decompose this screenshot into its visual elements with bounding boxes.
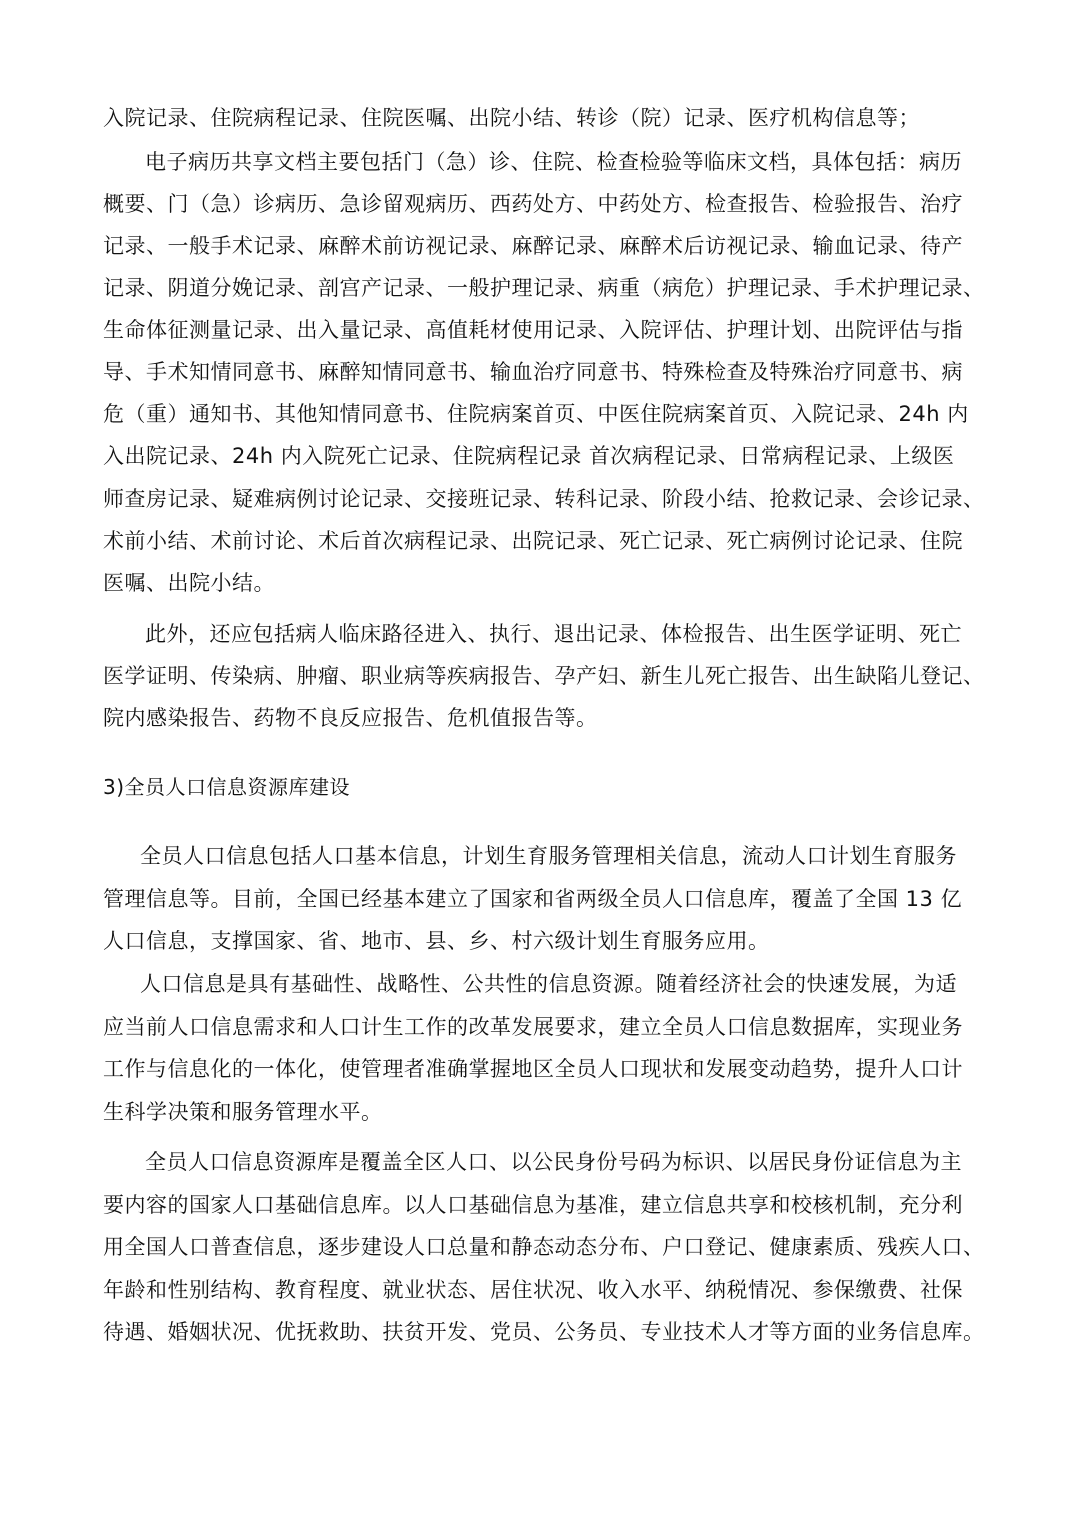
text-line: 管理信息等。目前，全国已经基本建立了国家和省两级全员人口信息库，覆盖了全国 13 亿	[103, 887, 963, 911]
text-line: 电子病历共享文档主要包括门（急）诊、住院、检查检验等临床文档，具体包括：病历	[145, 150, 962, 174]
text-line: 入院记录、住院病程记录、住院医嘱、出院小结、转诊（院）记录、医疗机构信息等；	[103, 106, 920, 130]
text-line: 记录、阴道分娩记录、剖宫产记录、一般护理记录、病重（病危）护理记录、手术护理记录、	[103, 276, 985, 300]
text-line: 人口信息是具有基础性、战略性、公共性的信息资源。随着经济社会的快速发展，为适	[140, 972, 957, 996]
text-line: 概要、门（急）诊病历、急诊留观病历、西药处方、中药处方、检查报告、检验报告、治疗	[103, 192, 963, 216]
text-line: 人口信息，支撑国家、省、地市、县、乡、村六级计划生育服务应用。	[103, 929, 770, 953]
text-line: 医学证明、传染病、肿瘤、职业病等疾病报告、孕产妇、新生儿死亡报告、出生缺陷儿登记、	[103, 664, 985, 688]
text-line: 医嘱、出院小结。	[103, 571, 275, 595]
text-line: 年龄和性别结构、教育程度、就业状态、居住状况、收入水平、纳税情况、参保缴费、社保	[103, 1278, 963, 1302]
text-line: 记录、一般手术记录、麻醉术前访视记录、麻醉记录、麻醉术后访视记录、输血记录、待产	[103, 234, 963, 258]
text-line: 生命体征测量记录、出入量记录、高值耗材使用记录、入院评估、护理计划、出院评估与指	[103, 318, 963, 342]
section-heading: 3)全员人口信息资源库建设	[103, 775, 351, 799]
text-line: 危（重）通知书、其他知情同意书、住院病案首页、中医住院病案首页、入院记录、24h 内	[103, 402, 969, 426]
text-line: 导、手术知情同意书、麻醉知情同意书、输血治疗同意书、特殊检查及特殊治疗同意书、病	[103, 360, 963, 384]
text-line: 应当前人口信息需求和人口计生工作的改革发展要求，建立全员人口信息数据库，实现业务	[103, 1015, 963, 1039]
text-line: 待遇、婚姻状况、优抚救助、扶贫开发、党员、公务员、专业技术人才等方面的业务信息库。	[103, 1320, 985, 1344]
text-line: 工作与信息化的一体化，使管理者准确掌握地区全员人口现状和发展变动趋势，提升人口计	[103, 1057, 963, 1081]
text-line: 用全国人口普查信息，逐步建设人口总量和静态动态分布、户口登记、健康素质、残疾人口、	[103, 1235, 985, 1259]
text-line: 术前小结、术前讨论、术后首次病程记录、出院记录、死亡记录、死亡病例讨论记录、住院	[103, 529, 963, 553]
text-line: 要内容的国家人口基础信息库。以人口基础信息为基准，建立信息共享和校核机制，充分利	[103, 1193, 963, 1217]
text-line: 入出院记录、24h 内入院死亡记录、住院病程记录 首次病程记录、日常病程记录、上级医	[103, 444, 955, 468]
text-line: 全员人口信息资源库是覆盖全区人口、以公民身份号码为标识、以居民身份证信息为主	[145, 1150, 962, 1174]
text-line: 师查房记录、疑难病例讨论记录、交接班记录、转科记录、阶段小结、抢救记录、会诊记录、	[103, 487, 985, 511]
text-line: 生科学决策和服务管理水平。	[103, 1100, 383, 1124]
text-line: 全员人口信息包括人口基本信息，计划生育服务管理相关信息，流动人口计划生育服务	[140, 844, 957, 868]
text-line: 院内感染报告、药物不良反应报告、危机值报告等。	[103, 706, 598, 730]
text-line: 此外，还应包括病人临床路径进入、执行、退出记录、体检报告、出生医学证明、死亡	[145, 622, 962, 646]
